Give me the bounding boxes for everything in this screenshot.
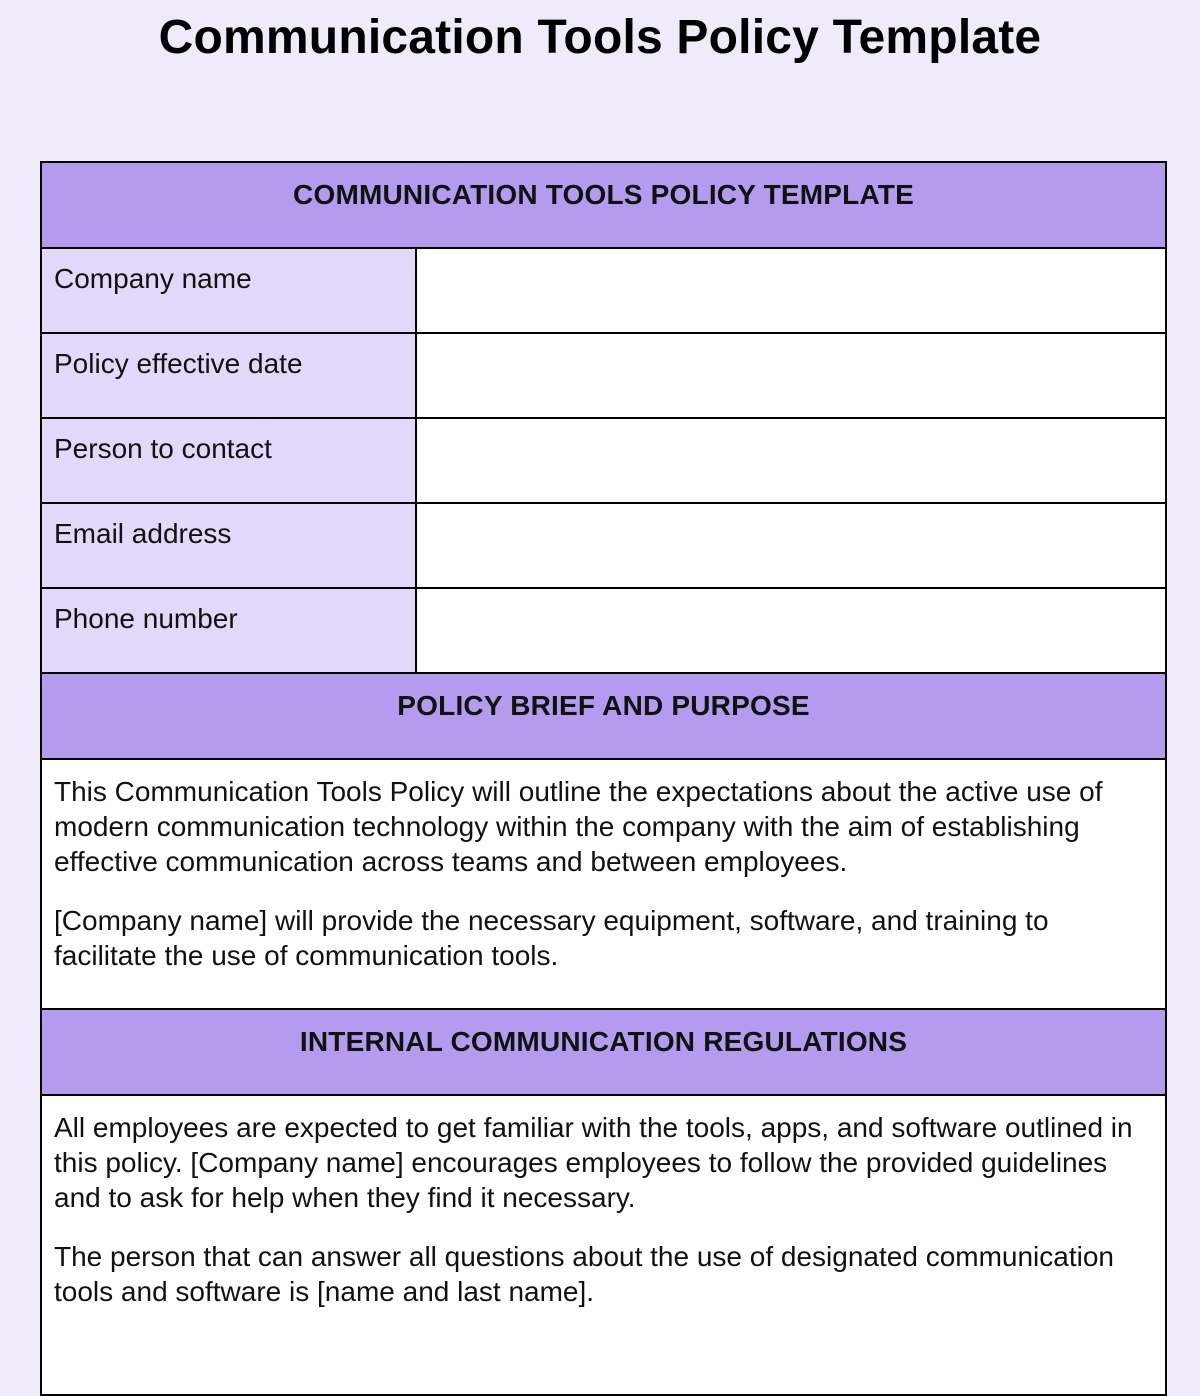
section-header-row-internal-communication — [41, 1009, 1166, 1095]
policy-effective-date-field[interactable] — [416, 333, 1166, 418]
field-row-phone-number — [41, 588, 1166, 673]
company-name-label: Company name — [41, 248, 416, 333]
company-name-field[interactable] — [416, 248, 1166, 333]
section-body-row-policy-brief — [41, 759, 1166, 1009]
email-address-field[interactable] — [416, 503, 1166, 588]
internal-communication-body[interactable] — [41, 1095, 1166, 1395]
internal-communication-paragraph-2: The person that can answer all questions about the use of designated communication tools and software is [name and last name]. — [54, 1241, 1114, 1307]
policy-form-table — [40, 161, 1167, 1396]
policy-brief-header: POLICY BRIEF AND PURPOSE — [41, 673, 1166, 759]
internal-communication-header: INTERNAL COMMUNICATION REGULATIONS — [41, 1009, 1166, 1095]
field-row-company-name — [41, 248, 1166, 333]
policy-brief-paragraph-2: [Company name] will provide the necessary equipment, software, and training to facilitate the use of communication tools. — [54, 905, 1049, 971]
field-row-policy-effective-date — [41, 333, 1166, 418]
policy-brief-paragraph-1: This Communication Tools Policy will outline the expectations about the active use of modern communication technology within the company with the aim of establishing effective communication across teams and between employees. — [54, 776, 1103, 877]
field-row-email-address — [41, 503, 1166, 588]
field-row-person-to-contact — [41, 418, 1166, 503]
policy-brief-body[interactable] — [41, 759, 1166, 1009]
email-address-label: Email address — [41, 503, 416, 588]
phone-number-field[interactable] — [416, 588, 1166, 673]
person-to-contact-field[interactable] — [416, 418, 1166, 503]
person-to-contact-label: Person to contact — [41, 418, 416, 503]
phone-number-label: Phone number — [41, 588, 416, 673]
page-title: Communication Tools Policy Template — [158, 11, 1042, 64]
section-header-row-policy-brief — [41, 673, 1166, 759]
policy-effective-date-label: Policy effective date — [41, 333, 416, 418]
form-header-row — [41, 162, 1166, 248]
form-header: COMMUNICATION TOOLS POLICY TEMPLATE — [41, 162, 1166, 248]
internal-communication-paragraph-1: All employees are expected to get familiar with the tools, apps, and software outlined in this policy. [Company name] encourages employees to follow the provided guidelines and to ask for help when they find it necessary. — [54, 1112, 1133, 1213]
section-body-row-internal-communication — [41, 1095, 1166, 1395]
